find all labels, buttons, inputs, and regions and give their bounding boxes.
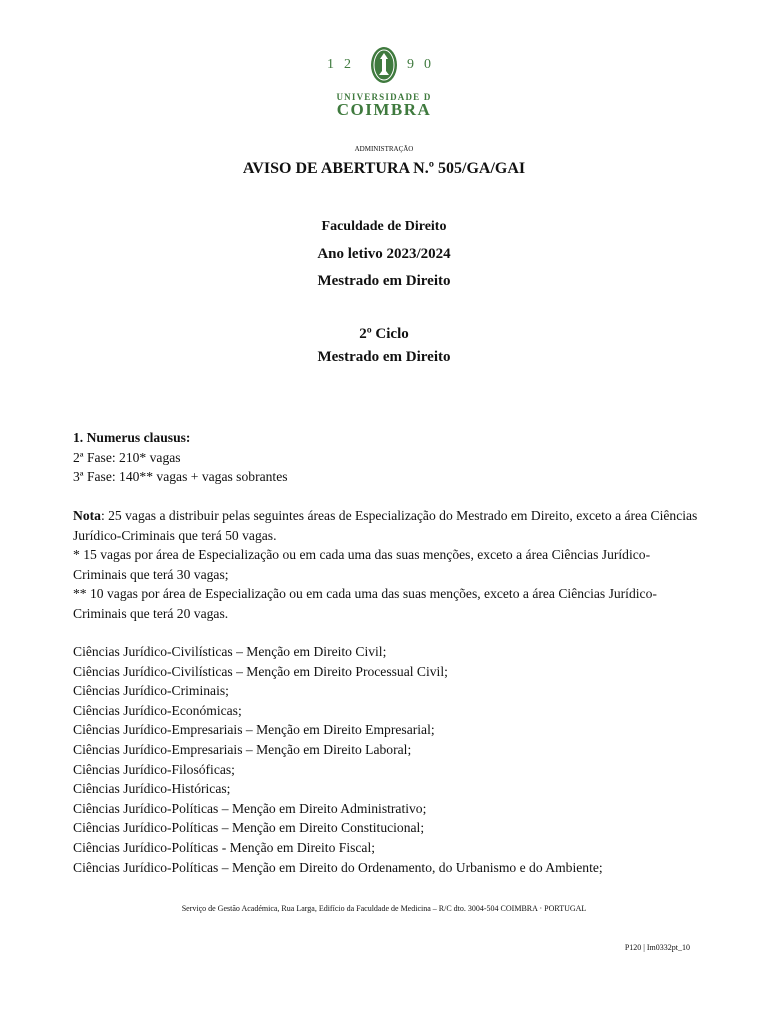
phase3-line: 3ª Fase: 140** vagas + vagas sobrantes	[73, 469, 288, 485]
list-item: Ciências Jurídico-Empresariais – Menção em Direito Empresarial;	[73, 722, 435, 738]
list-item: Ciências Jurídico-Políticas – Menção em Direito do Ordenamento, do Urbanismo e do Ambiente;	[73, 859, 603, 875]
admin-label: ADMINISTRAÇÃO	[354, 145, 414, 153]
nota-text: : 25 vagas a distribuir pelas seguintes áreas de Especialização do Mestrado em Direito, exceto a área Ciências Jurídico-Criminais que terá 50 vagas.	[73, 508, 698, 543]
nota-paragraph	[73, 506, 703, 545]
list-item: Ciências Jurídico-Criminais;	[73, 683, 229, 699]
list-item: Ciências Jurídico-Políticas – Menção em Direito Administrativo;	[73, 800, 427, 816]
numerus-clausus-section	[73, 428, 703, 487]
nota-line-2: * 15 vagas por área de Especialização ou em cada uma das suas menções, exceto a área Ciências Jurídico-Criminais que terá 30 vagas;	[73, 547, 651, 582]
footer-address: Serviço de Gestão Académica, Rua Larga, Edifício da Faculdade de Medicina – R/C dto. 3004-504 COIMBRA · PORTUGAL	[181, 904, 587, 913]
list-item: Ciências Jurídico-Históricas;	[73, 781, 231, 797]
university-seal-icon	[369, 45, 399, 85]
list-item: Ciências Jurídico-Económicas;	[73, 702, 242, 718]
logo-text-line2: COIMBRA	[336, 100, 432, 119]
nota-section	[73, 506, 703, 624]
degree-heading-2: Mestrado em Direito	[317, 349, 451, 365]
nota-line-3: ** 10 vagas por área de Especialização ou em cada uma das suas menções, exceto a área Ciências Jurídico-Criminais que terá 20 vagas.	[73, 586, 657, 621]
document-code: P120 | Im0332pt_10	[624, 943, 690, 952]
logo-year-right: 90	[407, 57, 441, 72]
cycle-heading: 2º Ciclo	[359, 326, 409, 342]
academic-year-heading: Ano letivo 2023/2024	[317, 246, 451, 262]
degree-heading: Mestrado em Direito	[317, 273, 451, 289]
list-item: Ciências Jurídico-Empresariais – Menção em Direito Laboral;	[73, 741, 412, 757]
section-heading: 1. Numerus clausus:	[73, 430, 191, 445]
faculty-heading: Faculdade de Direito	[321, 219, 447, 234]
areas-list	[73, 642, 703, 877]
phase2-line: 2ª Fase: 210* vagas	[73, 449, 181, 465]
list-item: Ciências Jurídico-Políticas - Menção em Direito Fiscal;	[73, 839, 376, 855]
list-item: Ciências Jurídico-Civilísticas – Menção em Direito Civil;	[73, 644, 387, 659]
logo-year-left: 12	[327, 57, 361, 72]
list-item: Ciências Jurídico-Políticas – Menção em Direito Constitucional;	[73, 820, 425, 836]
document-title: AVISO DE ABERTURA N.º 505/GA/GAI	[242, 160, 526, 177]
list-item: Ciências Jurídico-Filosóficas;	[73, 761, 235, 777]
nota-label: Nota	[73, 508, 101, 523]
university-logo	[0, 44, 768, 118]
logo-text-line1: UNIVERSIDADE D	[336, 92, 432, 102]
list-item: Ciências Jurídico-Civilísticas – Menção em Direito Processual Civil;	[73, 663, 448, 679]
